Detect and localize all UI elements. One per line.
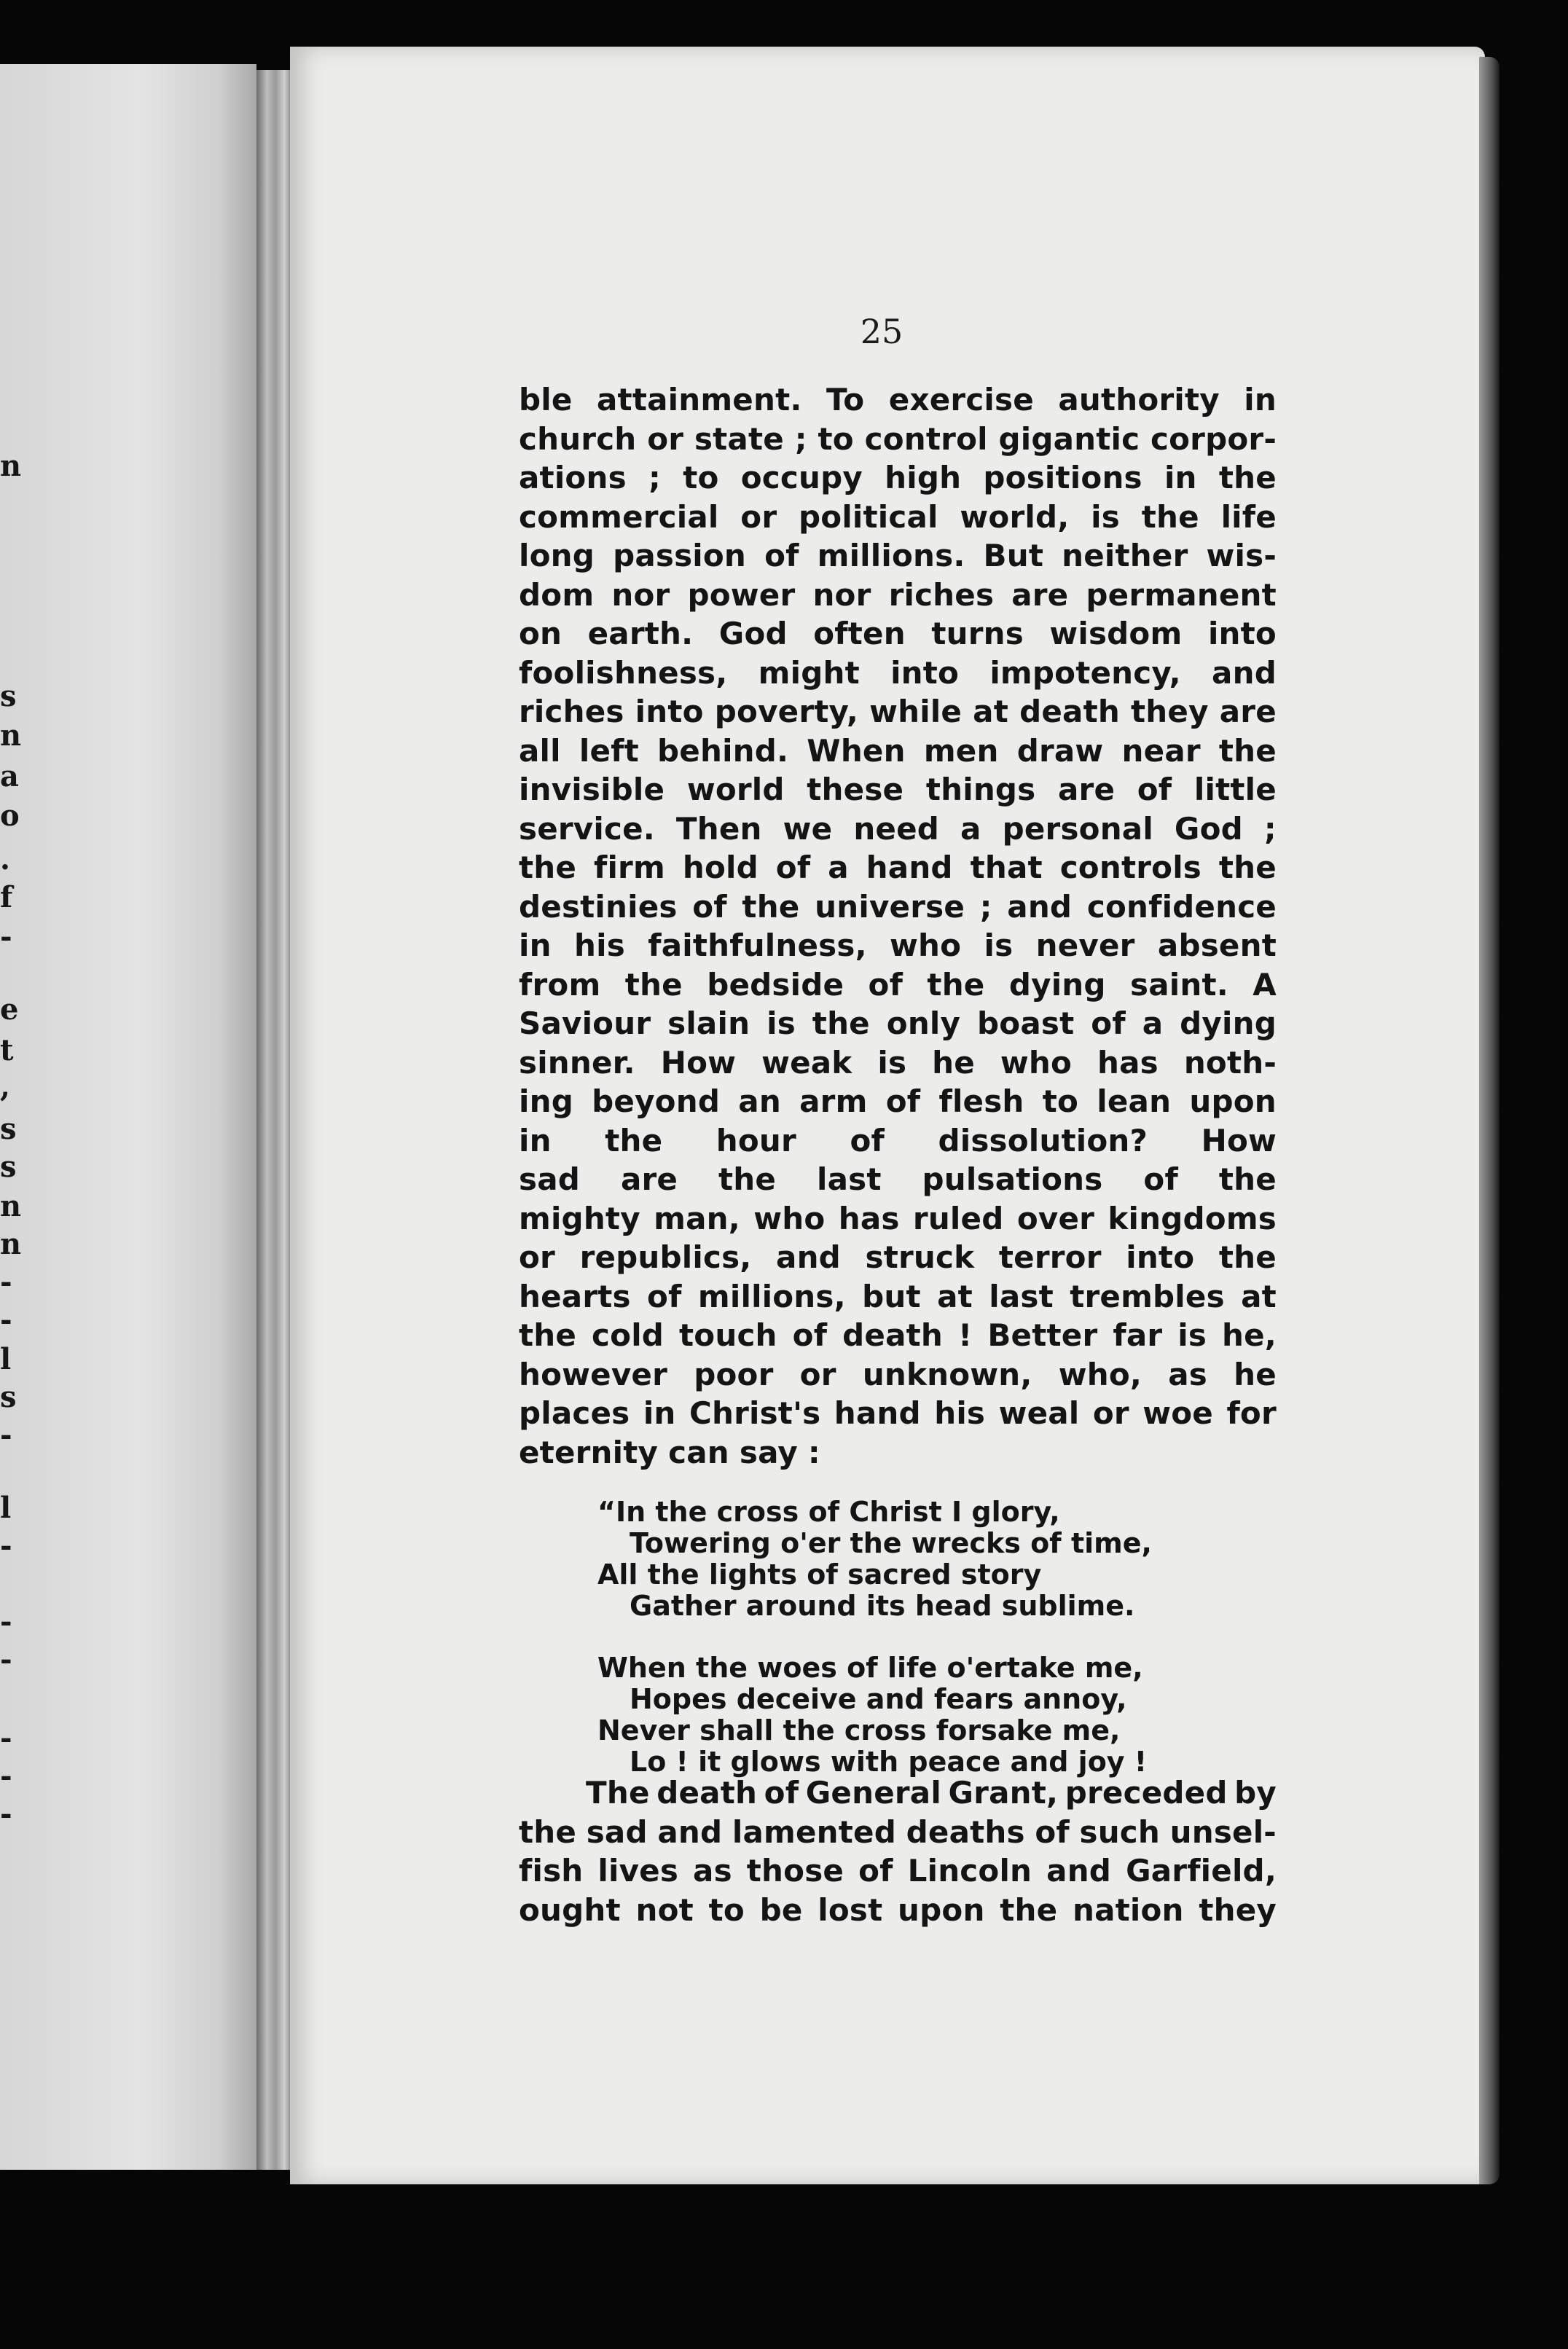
text-line: all left behind. When men draw near the (519, 732, 1277, 769)
text-line: ing beyond an arm of flesh to lean upon (519, 1083, 1277, 1119)
left-page-text-fragment: t (0, 1033, 14, 1067)
left-page-text-fragment: - (0, 1303, 12, 1337)
text-line: however poor or unknown, who, as he (519, 1356, 1277, 1392)
page-edge (1479, 57, 1500, 2184)
left-page-text-fragment: f (0, 880, 13, 914)
text-line: sinner. How weak is he who has noth- (519, 1044, 1277, 1081)
text-line: service. Then we need a personal God ; (519, 810, 1277, 847)
body-text (519, 380, 1277, 1472)
left-page (0, 64, 256, 2170)
poem-line: Lo ! it glows with peace and joy ! (630, 1746, 1148, 1778)
text-line: long passion of millions. But neither wis- (519, 538, 1277, 573)
left-page-text-fragment: - (0, 1529, 12, 1563)
text-line: ought not to be lost upon the nation they (519, 1891, 1277, 1928)
poem-line: Hopes deceive and fears annoy, (630, 1683, 1127, 1715)
text-line: riches into poverty, while at death they are (519, 694, 1277, 729)
text-line: invisible world these things are of little (519, 772, 1277, 807)
text-line: fish lives as those of Lincoln and Garfield, (519, 1853, 1277, 1889)
left-page-text-fragment: , (0, 1070, 10, 1104)
left-page-text-fragment: n (0, 449, 22, 483)
left-page-text-fragment: n (0, 1227, 22, 1261)
left-page-text-fragment: n (0, 718, 22, 753)
text-line: dom nor power nor riches are permanent (519, 576, 1277, 613)
text-line: destinies of the universe ; and confidence (519, 888, 1277, 925)
left-page-text-fragment: - (0, 1721, 12, 1755)
left-page-text-fragment: l (0, 1491, 12, 1525)
poem-line: Never shall the cross forsake me, (597, 1714, 1121, 1746)
text-line: or republics, and struck terror into the (519, 1239, 1277, 1275)
poem-line: “In the cross of Christ I glory, (597, 1496, 1060, 1528)
text-line: mighty man, who has ruled over kingdoms (519, 1200, 1277, 1236)
left-page-text-fragment: a (0, 759, 19, 793)
text-line: on earth. God often turns wisdom into (519, 616, 1277, 651)
poem-line: Gather around its head sublime. (630, 1590, 1135, 1622)
left-page-text-fragment: - (0, 919, 12, 954)
text-line: the cold touch of death ! Better far is he, (519, 1317, 1277, 1353)
poem-stanza (597, 1652, 1253, 1778)
poem-line: When the woes of life o'ertake me, (597, 1652, 1143, 1684)
text-line: church or state ; to control gigantic corpor- (519, 420, 1277, 457)
left-page-text-fragment: o (0, 799, 20, 833)
left-page-text-fragment: l (0, 1342, 12, 1376)
left-page-text-fragment: - (0, 1797, 12, 1831)
text-line: foolishness, might into impotency, and (519, 654, 1277, 691)
left-page-text-fragment: s (0, 679, 17, 713)
text-line: in his faithfulness, who is never absent (519, 928, 1277, 963)
text-line: from the bedside of the dying saint. A (519, 966, 1277, 1003)
text-line: the firm hold of a hand that controls the (519, 850, 1277, 885)
text-line: ble attainment. To exercise authority in (519, 382, 1277, 417)
left-page-text-fragment: - (0, 1759, 12, 1793)
left-page-text-fragment: s (0, 1112, 17, 1146)
left-page-text-fragment: s (0, 1150, 17, 1184)
text-line: in the hour of dissolution? How (519, 1122, 1277, 1158)
text-line: hearts of millions, but at last trembles at (519, 1278, 1277, 1314)
poem-line: Towering o'er the wrecks of time, (630, 1527, 1152, 1559)
poem (597, 1497, 1253, 1808)
text-line: Saviour slain is the only boast of a dying (519, 1005, 1277, 1041)
left-page-text-fragment: - (0, 1604, 12, 1639)
text-line: places in Christ's hand his weal or woe for (519, 1395, 1277, 1431)
left-page-text-fragment: - (0, 1265, 12, 1299)
text-line: eternity can say : (519, 1434, 820, 1470)
left-page-text-fragment: - (0, 1418, 12, 1452)
closing-paragraph (519, 1773, 1277, 1929)
left-page-text-fragment: n (0, 1189, 22, 1223)
text-line: the sad and lamented deaths of such unsel- (519, 1813, 1277, 1850)
text-line: sad are the last pulsations of the (519, 1161, 1277, 1197)
left-page-text-fragment: . (0, 842, 10, 877)
page-number: 25 (860, 312, 903, 351)
left-page-text-fragment: e (0, 992, 19, 1027)
poem-line: All the lights of sacred story (597, 1558, 1042, 1591)
text-line: The death of General Grant, preceded by (586, 1775, 1277, 1811)
left-page-text-fragment: - (0, 1642, 12, 1677)
text-line: ations ; to occupy high positions in the (519, 460, 1277, 495)
poem-stanza (597, 1497, 1253, 1622)
text-line: commercial or political world, is the life (519, 498, 1277, 535)
book-gutter (256, 70, 291, 2170)
left-page-text-fragment: s (0, 1380, 17, 1414)
